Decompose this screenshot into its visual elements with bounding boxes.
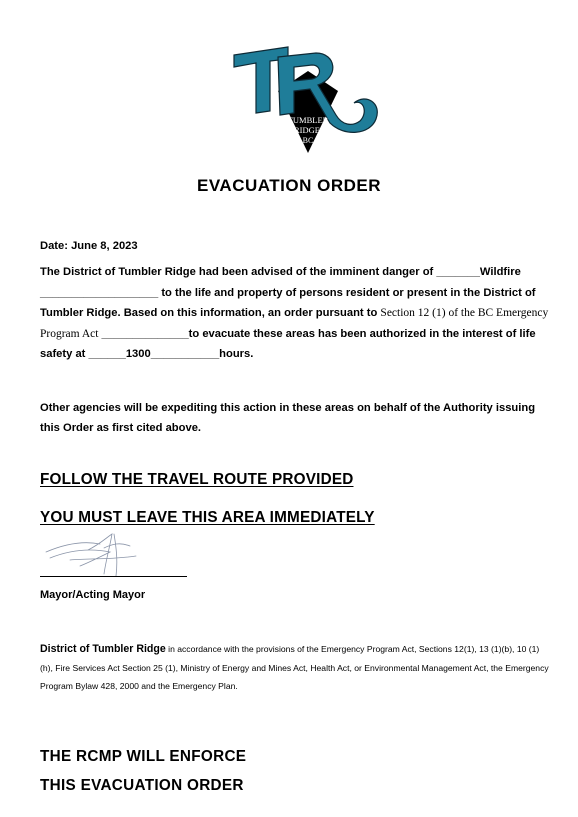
order-paragraph	[40, 262, 554, 365]
rcmp-line-2: THIS EVACUATION ORDER	[40, 777, 244, 794]
logo-name-line1: TUMBLER	[287, 115, 329, 125]
tumbler-ridge-logo	[226, 33, 386, 159]
order-date: Date: June 8, 2023	[40, 240, 138, 252]
logo-name-line3: BC	[302, 136, 314, 145]
logo-emblem-icon	[226, 33, 386, 159]
signature-line	[40, 576, 187, 577]
legal-district: District of Tumbler Ridge	[40, 643, 166, 655]
signature	[40, 530, 190, 580]
legal-paragraph	[40, 640, 554, 696]
rcmp-line-1: THE RCMP WILL ENFORCE	[40, 748, 247, 765]
order-text-part1: The District of Tumbler Ridge had been advised of the imminent danger of _______Wildfire ___________________ to the life and property of persons resident or present in the District of Tumbler Ridge. Based on this information, an order pursuant to	[40, 266, 536, 319]
signatory-title: Mayor/Acting Mayor	[40, 589, 146, 601]
travel-route-heading: FOLLOW THE TRAVEL ROUTE PROVIDED	[40, 471, 354, 488]
legal-text: in accordance with the provisions of the Emergency Program Act, Sections 12(1), 13 (1)(b), 10 (1) (h), Fire Services Act Section 25 (1), Ministry of Energy and Mines Act, Health Act, or Environmental Management Act, the Emergency Program Bylaw 428, 2000 and the Emergency Plan.	[40, 644, 549, 691]
act-reference: Section 12 (1) of the BC Emergency Program Act	[40, 307, 549, 340]
order-text-part2: ______________to evacuate these areas has been authorized in the interest of life safety at ______1300___________hours.	[40, 327, 536, 360]
logo-name-line2: RIDGE,	[293, 125, 323, 135]
signature-scribble-icon	[40, 530, 190, 580]
document-title: EVACUATION ORDER	[197, 176, 381, 195]
agencies-paragraph: Other agencies will be expediting this action in these areas on behalf of the Authority issuing this Order as first cited above.	[40, 402, 536, 434]
leave-area-heading: YOU MUST LEAVE THIS AREA IMMEDIATELY	[40, 509, 375, 526]
